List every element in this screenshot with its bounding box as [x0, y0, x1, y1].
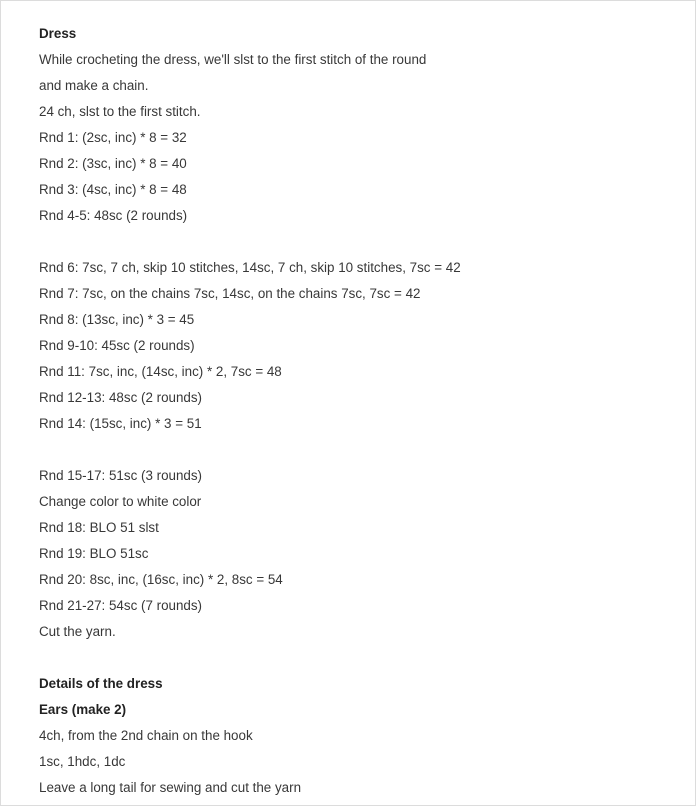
- round-row: Rnd 12-13: 48sc (2 rounds): [39, 390, 203, 405]
- instruction-row: 4ch, from the 2nd chain on the hook: [39, 728, 253, 743]
- instruction-row: Change color to white color: [39, 494, 202, 509]
- round-row: Rnd 18: BLO 51 slst: [39, 520, 159, 535]
- section-title-details: Details of the dress: [39, 676, 163, 691]
- round-row: Rnd 19: BLO 51sc: [39, 546, 149, 561]
- instruction-row: 1sc, 1hdc, 1dc: [39, 754, 126, 769]
- paragraph-gap: [39, 645, 679, 671]
- round-row: Rnd 11: 7sc, inc, (14sc, inc) * 2, 7sc = 48: [39, 364, 282, 379]
- round-row: Rnd 3: (4sc, inc) * 8 = 48: [39, 182, 187, 197]
- round-row: Rnd 6: 7sc, 7 ch, skip 10 stitches, 14sc, 7 ch, skip 10 stitches, 7sc = 42: [39, 260, 461, 275]
- round-row: Rnd 7: 7sc, on the chains 7sc, 14sc, on the chains 7sc, 7sc = 42: [39, 286, 421, 301]
- paragraph-gap: [39, 229, 679, 255]
- intro-line-1: While crocheting the dress, we'll slst to the first stitch of the round: [39, 52, 427, 67]
- round-row: Rnd 8: (13sc, inc) * 3 = 45: [39, 312, 195, 327]
- intro-line-2: and make a chain.: [39, 78, 149, 93]
- round-row: Rnd 15-17: 51sc (3 rounds): [39, 468, 203, 483]
- round-row: Rnd 4-5: 48sc (2 rounds): [39, 208, 188, 223]
- subsection-title-ears: Ears (make 2): [39, 702, 127, 717]
- round-row: Rnd 20: 8sc, inc, (16sc, inc) * 2, 8sc = 54: [39, 572, 283, 587]
- pattern-content: [39, 21, 679, 801]
- round-row: Rnd 14: (15sc, inc) * 3 = 51: [39, 416, 202, 431]
- instruction-row: Cut the yarn.: [39, 624, 116, 639]
- paragraph-gap: [39, 437, 679, 463]
- instruction-row: Leave a long tail for sewing and cut the yarn: [39, 780, 302, 795]
- round-row: Rnd 2: (3sc, inc) * 8 = 40: [39, 156, 187, 171]
- section-title-dress: Dress: [39, 26, 77, 41]
- round-row: Rnd 9-10: 45sc (2 rounds): [39, 338, 195, 353]
- start-instruction: 24 ch, slst to the first stitch.: [39, 104, 201, 119]
- round-row: Rnd 21-27: 54sc (7 rounds): [39, 598, 203, 613]
- round-row: Rnd 1: (2sc, inc) * 8 = 32: [39, 130, 187, 145]
